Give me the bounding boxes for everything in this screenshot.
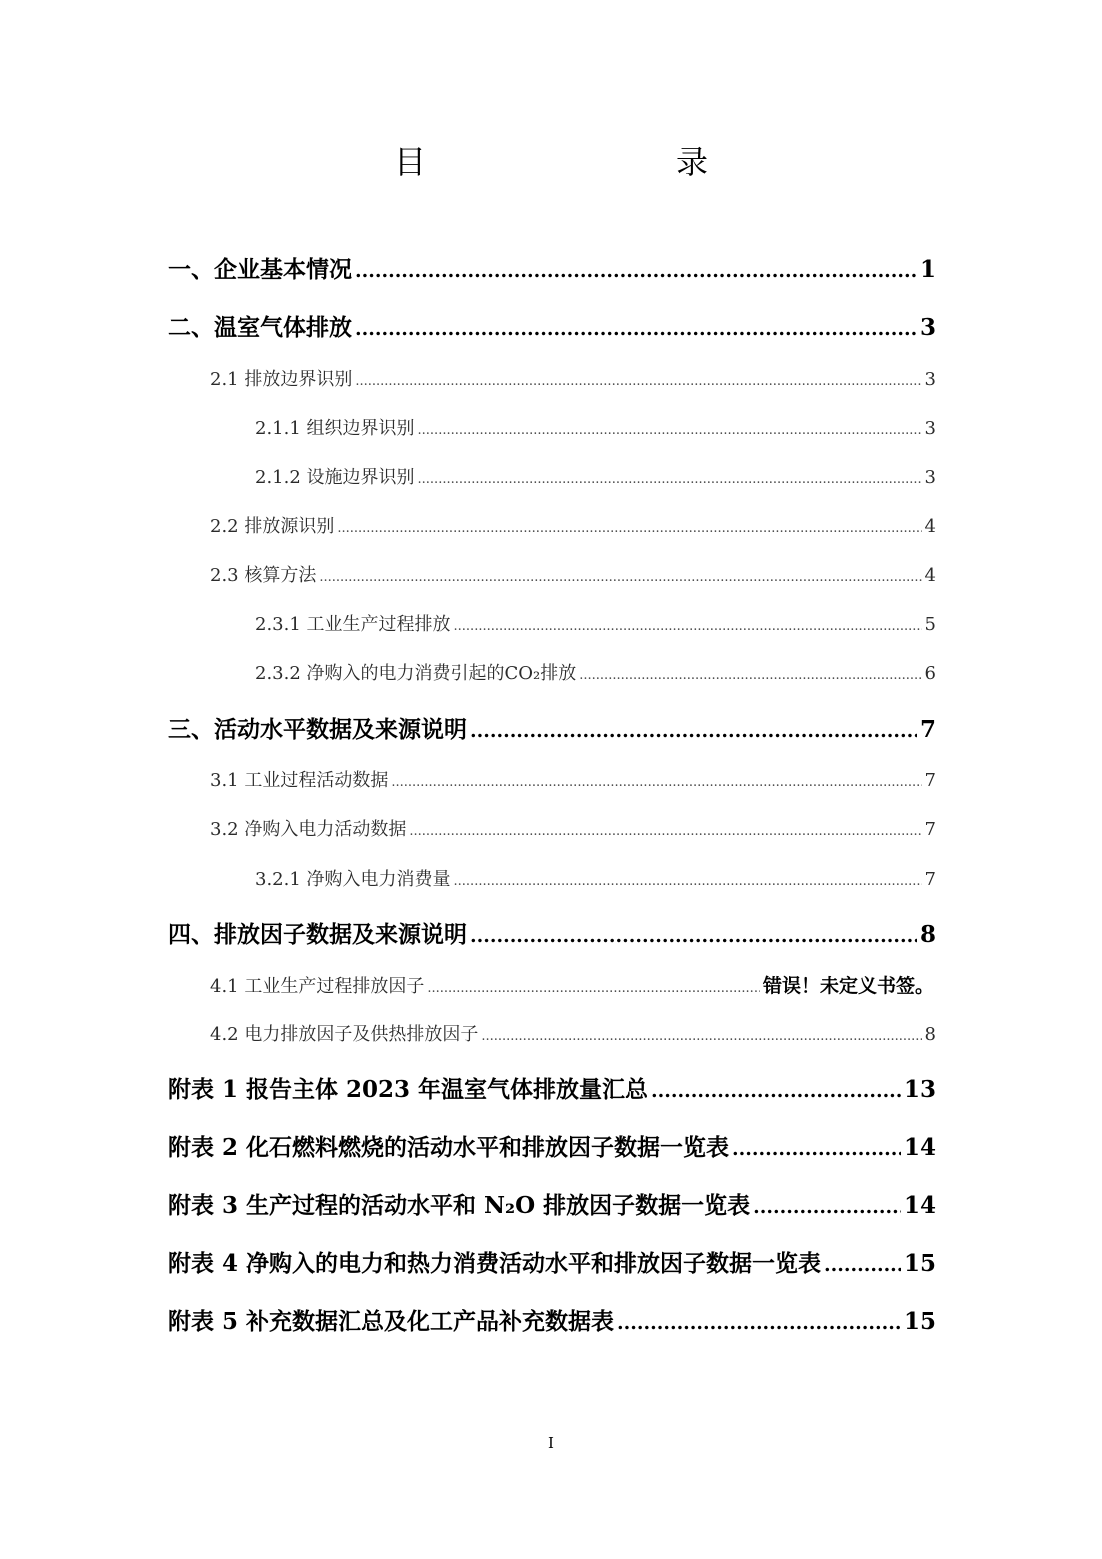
toc-entry-label: 四、排放因子数据及来源说明 <box>168 921 467 948</box>
toc-entry-appendix-3[interactable] <box>168 1189 936 1224</box>
toc-entry-label: 3.2 净购入电力活动数据 <box>210 819 407 840</box>
toc-entry-2-1-1[interactable] <box>255 415 936 445</box>
toc-page-number: 3 <box>919 314 936 341</box>
toc-page-number: 1 <box>919 256 936 283</box>
toc-page-number: 15 <box>903 1250 936 1277</box>
dot-leader <box>470 714 917 748</box>
toc-page-number: 3 <box>924 467 936 488</box>
toc-entry-section-3[interactable] <box>168 713 936 748</box>
toc-page-number: 8 <box>924 1024 936 1045</box>
dot-leader <box>753 1190 901 1224</box>
toc-page-number: 14 <box>903 1192 936 1219</box>
toc-entry-appendix-5[interactable] <box>168 1305 936 1340</box>
dot-leader <box>337 515 921 543</box>
toc-entry-label: 2.3.1 工业生产过程排放 <box>255 614 451 635</box>
toc-entry-label: 4.2 电力排放因子及供热排放因子 <box>210 1024 479 1045</box>
toc-entry-label: 一、企业基本情况 <box>168 256 352 283</box>
toc-entry-label: 2.3 核算方法 <box>210 565 317 586</box>
toc-title: 目 录 <box>393 143 770 181</box>
toc-entry-3-1[interactable] <box>210 767 936 797</box>
toc-page-number: 3 <box>924 418 936 439</box>
toc-page-number: 7 <box>924 819 936 840</box>
toc-entry-2-3[interactable] <box>210 562 936 592</box>
toc-page-number: 15 <box>903 1308 936 1335</box>
toc-entry-2-3-1[interactable] <box>255 611 936 641</box>
toc-entry-2-1[interactable] <box>210 366 936 396</box>
toc-entry-label: 附表 5 补充数据汇总及化工产品补充数据表 <box>168 1308 615 1335</box>
toc-entry-label: 三、活动水平数据及来源说明 <box>168 716 467 743</box>
toc-page-number: 6 <box>924 663 936 684</box>
toc-entry-label: 附表 1 报告主体 2023 年温室气体排放量汇总 <box>168 1076 649 1103</box>
dot-leader <box>427 975 760 1003</box>
toc-entry-label: 附表 4 净购入的电力和热力消费活动水平和排放因子数据一览表 <box>168 1250 822 1277</box>
toc-entry-3-2-1[interactable] <box>255 866 936 896</box>
dot-leader <box>454 613 922 641</box>
toc-entry-label: 3.1 工业过程活动数据 <box>210 770 389 791</box>
toc-entry-label: 附表 2 化石燃料燃烧的活动水平和排放因子数据一览表 <box>168 1134 730 1161</box>
toc-entry-appendix-2[interactable] <box>168 1131 936 1166</box>
toc-entry-label: 4.1 工业生产过程排放因子 <box>210 976 425 997</box>
toc-entry-label: 3.2.1 净购入电力消费量 <box>255 869 451 890</box>
toc-page-number: 7 <box>924 869 936 890</box>
toc-page-number: 7 <box>924 770 936 791</box>
dot-leader <box>418 466 922 494</box>
toc-entry-section-1[interactable] <box>168 253 936 288</box>
toc-page-number: 7 <box>919 716 936 743</box>
toc-entry-4-2[interactable] <box>210 1021 936 1051</box>
toc-page-number: 3 <box>924 369 936 390</box>
dot-leader <box>409 818 921 846</box>
dot-leader <box>418 417 922 445</box>
toc-entry-section-4[interactable] <box>168 918 936 953</box>
dot-leader <box>617 1306 901 1340</box>
toc-page-number: 13 <box>903 1076 936 1103</box>
dot-leader <box>355 254 917 288</box>
toc-entry-label: 2.1 排放边界识别 <box>210 369 353 390</box>
dot-leader <box>732 1132 901 1166</box>
toc-page-number: 4 <box>924 565 936 586</box>
dot-leader <box>824 1248 901 1282</box>
dot-leader <box>481 1023 921 1051</box>
toc-entry-label: 二、温室气体排放 <box>168 314 352 341</box>
dot-leader <box>454 868 922 896</box>
toc-entry-label: 2.2 排放源识别 <box>210 516 335 537</box>
toc-entry-4-1[interactable] <box>210 972 934 1003</box>
toc-entry-2-2[interactable] <box>210 513 936 543</box>
toc-page-number: 5 <box>924 614 936 635</box>
toc-entry-label: 附表 3 生产过程的活动水平和 N₂O 排放因子数据一览表 <box>168 1192 751 1219</box>
toc-entry-appendix-4[interactable] <box>168 1247 936 1282</box>
dot-leader <box>391 769 921 797</box>
toc-entry-label: 2.1.1 组织边界识别 <box>255 418 415 439</box>
toc-entry-section-2[interactable] <box>168 311 936 346</box>
toc-page-number: 14 <box>903 1134 936 1161</box>
toc-entry-label: 2.1.2 设施边界识别 <box>255 467 415 488</box>
dot-leader <box>355 312 917 346</box>
toc-entry-2-3-2[interactable] <box>255 660 936 690</box>
dot-leader <box>579 662 921 690</box>
dot-leader <box>470 919 917 953</box>
dot-leader <box>319 564 921 592</box>
dot-leader <box>651 1074 901 1108</box>
toc-entry-appendix-1[interactable] <box>168 1073 936 1108</box>
toc-page-number: 4 <box>924 516 936 537</box>
toc-page-number: 8 <box>919 921 936 948</box>
toc-page-error: 错误！未定义书签。 <box>762 975 934 997</box>
toc-entry-3-2[interactable] <box>210 816 936 846</box>
footer-page-number: I <box>548 1434 554 1452</box>
dot-leader <box>355 368 921 396</box>
toc-entry-label: 2.3.2 净购入的电力消费引起的CO₂排放 <box>255 663 577 684</box>
toc-entry-2-1-2[interactable] <box>255 464 936 494</box>
